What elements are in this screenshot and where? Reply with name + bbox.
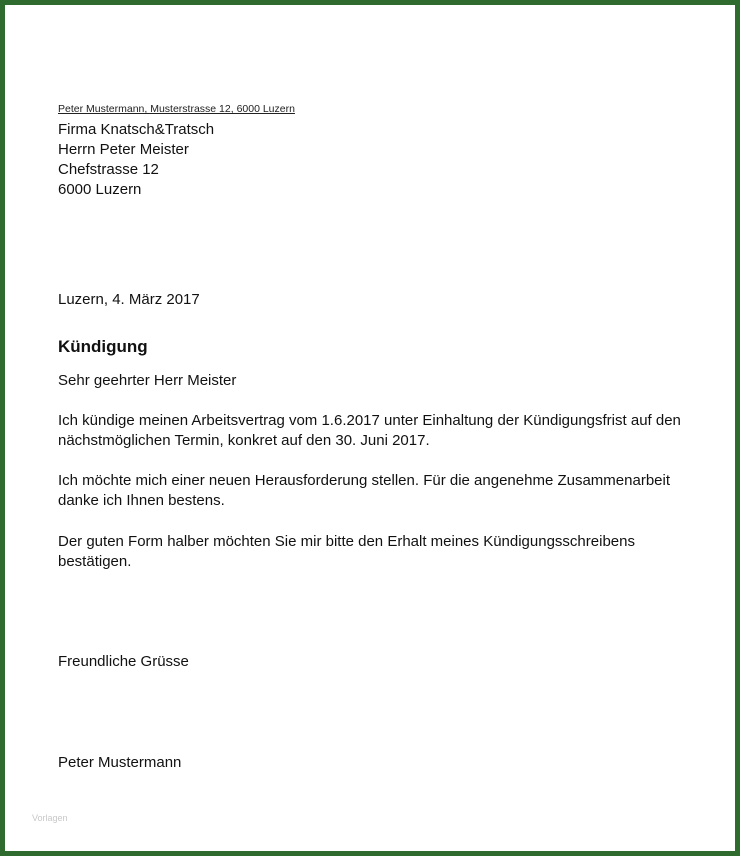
body-paragraph-1 — [58, 411, 698, 451]
sender-address-line: Peter Mustermann, Musterstrasse 12, 6000 Luzern — [58, 103, 295, 115]
recipient-company: Firma Knatsch&Tratsch — [58, 121, 215, 138]
body-paragraph-3 — [58, 532, 698, 572]
recipient-address-block — [58, 120, 214, 200]
paragraph-line: bestätigen. — [58, 553, 132, 570]
letter-page — [5, 5, 735, 851]
paragraph-line: Der guten Form halber möchten Sie mir bitte den Erhalt meines Kündigungsschreibens — [58, 533, 635, 550]
date-line: Luzern, 4. März 2017 — [58, 291, 200, 308]
paragraph-line: Ich kündige meinen Arbeitsvertrag vom 1.6.2017 unter Einhaltung der Kündigungsfrist auf den — [58, 412, 681, 429]
salutation: Sehr geehrter Herr Meister — [58, 372, 237, 389]
recipient-street: Chefstrasse 12 — [58, 161, 159, 178]
body-paragraph-2 — [58, 471, 698, 511]
paragraph-line: Ich möchte mich einer neuen Herausforderung stellen. Für die angenehme Zusammenarbeit — [58, 472, 670, 489]
closing-phrase: Freundliche Grüsse — [58, 653, 189, 670]
signature-name: Peter Mustermann — [58, 754, 182, 771]
recipient-city: 6000 Luzern — [58, 181, 142, 198]
watermark-text: Vorlagen — [32, 813, 68, 823]
recipient-name: Herrn Peter Meister — [58, 141, 189, 158]
paragraph-line: danke ich Ihnen bestens. — [58, 492, 225, 509]
subject-heading: Kündigung — [58, 337, 148, 356]
paragraph-line: nächstmöglichen Termin, konkret auf den 30. Juni 2017. — [58, 432, 430, 449]
